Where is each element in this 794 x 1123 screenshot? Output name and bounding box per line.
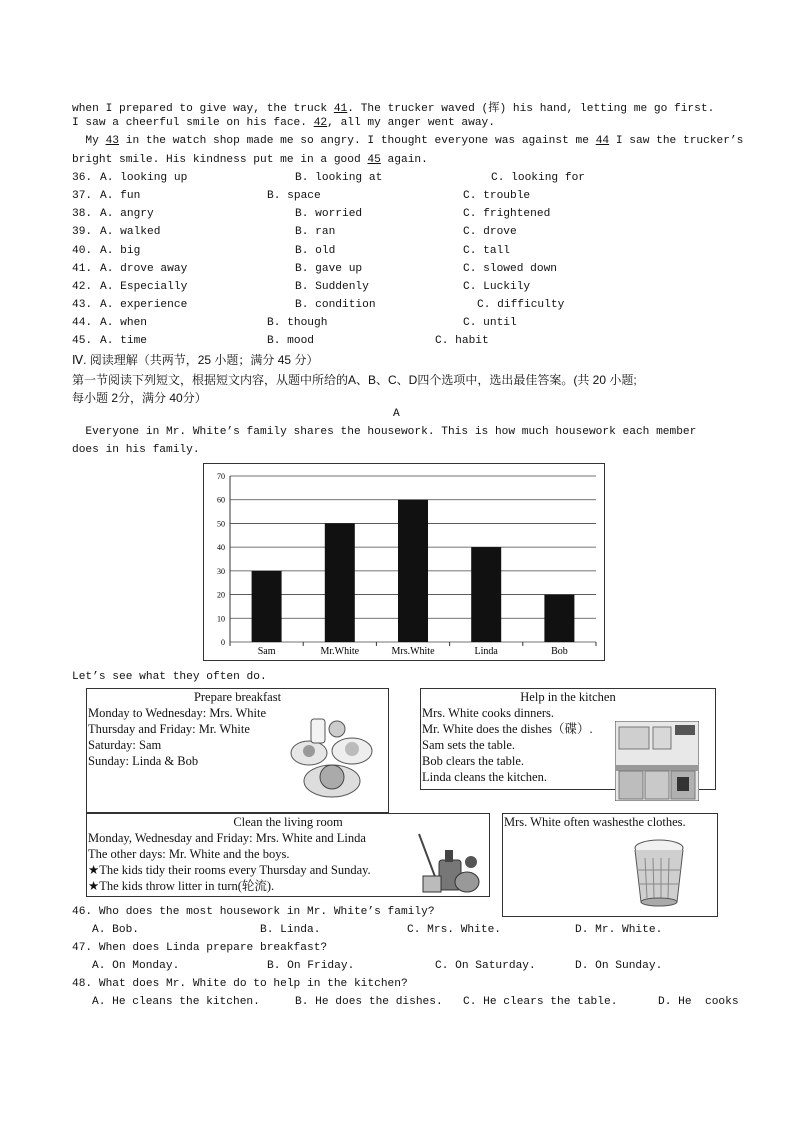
choice-option-c: C. tall (463, 245, 510, 257)
clothes-box (502, 813, 718, 917)
choice-number: 38. (72, 208, 93, 220)
cleaning-supplies-icon (409, 832, 483, 896)
choice-option-b: B. space (267, 190, 321, 202)
breakfast-row: Saturday: Sam (88, 738, 162, 752)
choice-option-b: B. looking at (295, 172, 383, 184)
choice-option-b: B. ran (295, 226, 336, 238)
blank-41: 41 (333, 103, 348, 115)
living-title: Clean the living room (233, 815, 343, 829)
instruction-line-2: 每小题 2分，满分 40分） (72, 391, 207, 405)
kitchen-photo-icon (615, 721, 699, 801)
clothes-row: Mrs. White often washesthe clothes. (504, 815, 686, 829)
bar-mrswhite (398, 500, 428, 642)
choice-option-c: C. drove (463, 226, 517, 238)
question-option-d[interactable]: D. On Sunday. (575, 960, 663, 972)
living-row: Monday, Wednesday and Friday: Mrs. White and Linda (88, 831, 366, 845)
question-stem: 46. Who does the most housework in Mr. White’s family? (72, 906, 435, 918)
question-option-d[interactable]: D. Mr. White. (575, 924, 663, 936)
question-option-c[interactable]: C. He clears the table. (463, 996, 618, 1008)
choice-option-a: A. time (100, 335, 147, 347)
choice-number: 37. (72, 190, 93, 202)
question-option-c[interactable]: C. Mrs. White. (407, 924, 501, 936)
instruction-line-1: 第一节阅读下列短文，根据短文内容，从题中所给的A、B、C、D四个选项中，选出最佳答案。(共 20 小题; (72, 373, 637, 387)
choice-option-b: B. mood (267, 335, 314, 347)
y-tick-label: 10 (217, 614, 225, 624)
kitchen-row: Mr. White does the dishes（碟）. (422, 722, 593, 736)
passage-line-2: I saw a cheerful smile on his face. 42, all my anger went away. (72, 117, 495, 129)
kitchen-row: Bob clears the table. (422, 754, 525, 768)
choice-option-a: A. big (100, 245, 141, 257)
choice-option-a: A. Especially (100, 281, 188, 293)
question-option-b[interactable]: B. Linda. (260, 924, 321, 936)
breakfast-row: Sunday: Linda & Bob (88, 754, 199, 768)
choice-option-b: B. condition (295, 299, 376, 311)
bar-mrwhite (325, 523, 355, 642)
breakfast-row: Monday to Wednesday: Mrs. White (88, 706, 267, 720)
question-option-c[interactable]: C. On Saturday. (435, 960, 536, 972)
y-tick-label: 60 (217, 495, 225, 505)
choice-option-c: C. difficulty (477, 299, 565, 311)
choice-option-c: C. trouble (463, 190, 531, 202)
kitchen-title: Help in the kitchen (520, 690, 616, 704)
blank-42: 42 (313, 117, 328, 129)
y-tick-label: 0 (221, 638, 225, 647)
x-tick-label: Bob (551, 646, 568, 657)
living-row: ★The kids throw litter in turn(轮流). (88, 879, 275, 893)
question-stem: 47. When does Linda prepare breakfast? (72, 942, 328, 954)
y-tick-label: 30 (217, 566, 225, 576)
living-row: ★The kids tidy their rooms every Thursday and Sunday. (88, 863, 371, 877)
kitchen-row: Mrs. White cooks dinners. (422, 706, 555, 720)
section-heading: Ⅳ. 阅读理解（共两节，25 小题；满分 45 分） (72, 353, 319, 367)
choice-option-b: B. worried (295, 208, 363, 220)
choice-number: 36. (72, 172, 93, 184)
passage-line-1: when I prepared to give way, the truck 41. The trucker waved (挥) his hand, letting me go first. (72, 103, 715, 115)
choice-option-a: A. angry (100, 208, 154, 220)
choice-option-a: A. looking up (100, 172, 188, 184)
question-option-d[interactable]: D. He cooks (658, 996, 739, 1008)
question-option-a[interactable]: A. Bob. (92, 924, 139, 936)
question-stem: 48. What does Mr. White do to help in the kitchen? (72, 978, 408, 990)
intro-line-1: Everyone in Mr. White’s family shares the housework. This is how much housework each member (72, 426, 697, 438)
choice-option-c: C. Luckily (463, 281, 531, 293)
choice-option-b: B. old (295, 245, 336, 257)
choice-number: 43. (72, 299, 93, 311)
choice-option-a: A. experience (100, 299, 188, 311)
chart-svg (204, 464, 604, 660)
breakfast-row: Thursday and Friday: Mr. White (88, 722, 250, 736)
breakfast-title: Prepare breakfast (193, 690, 282, 704)
lets-see-line: Let’s see what they often do. (72, 671, 267, 683)
choice-option-c: C. looking for (491, 172, 585, 184)
question-option-b[interactable]: B. On Friday. (267, 960, 355, 972)
choice-option-b: B. though (267, 317, 328, 329)
passage-line-3: My 43 in the watch shop made me so angry. I thought everyone was against me 44 I saw the trucker’s (72, 135, 744, 147)
kitchen-box (420, 688, 716, 790)
x-tick-label: Mrs.White (391, 646, 435, 657)
question-option-b[interactable]: B. He does the dishes. (295, 996, 443, 1008)
y-tick-label: 20 (217, 590, 225, 600)
x-tick-label: Linda (474, 646, 498, 657)
choice-number: 39. (72, 226, 93, 238)
y-tick-label: 50 (217, 519, 225, 529)
passage-label: A (393, 408, 400, 420)
choice-option-b: B. Suddenly (295, 281, 369, 293)
food-plates-icon (287, 711, 377, 801)
housework-chart (203, 463, 605, 661)
x-tick-label: Mr.White (320, 646, 360, 657)
choice-number: 40. (72, 245, 93, 257)
bar-sam (252, 571, 282, 642)
living-room-box (86, 813, 490, 897)
bar-linda (471, 547, 501, 642)
question-option-a[interactable]: A. He cleans the kitchen. (92, 996, 260, 1008)
choice-option-b: B. gave up (295, 263, 363, 275)
choice-option-a: A. fun (100, 190, 141, 202)
choice-number: 45. (72, 335, 93, 347)
choice-option-a: A. walked (100, 226, 161, 238)
choice-option-a: A. drove away (100, 263, 188, 275)
living-row: The other days: Mr. White and the boys. (88, 847, 290, 861)
choice-number: 44. (72, 317, 93, 329)
choice-option-a: A. when (100, 317, 147, 329)
kitchen-row: Sam sets the table. (422, 738, 516, 752)
passage-line-4: bright smile. His kindness put me in a good 45 again. (72, 154, 428, 166)
y-tick-label: 70 (217, 472, 225, 481)
intro-line-2: does in his family. (72, 444, 200, 456)
kitchen-row: Linda cleans the kitchen. (422, 770, 547, 784)
question-option-a[interactable]: A. On Monday. (92, 960, 180, 972)
blank-44: 44 (595, 135, 610, 147)
y-tick-label: 40 (217, 543, 225, 553)
laundry-basket-icon (631, 836, 687, 908)
choice-option-c: C. frightened (463, 208, 551, 220)
blank-45: 45 (367, 154, 381, 166)
choice-option-c: C. until (463, 317, 517, 329)
choice-number: 41. (72, 263, 93, 275)
breakfast-box (86, 688, 389, 813)
x-tick-label: Sam (257, 646, 276, 657)
choice-number: 42. (72, 281, 93, 293)
bar-bob (544, 595, 574, 642)
choice-option-c: C. habit (435, 335, 489, 347)
choice-option-c: C. slowed down (463, 263, 557, 275)
blank-43: 43 (105, 135, 120, 147)
